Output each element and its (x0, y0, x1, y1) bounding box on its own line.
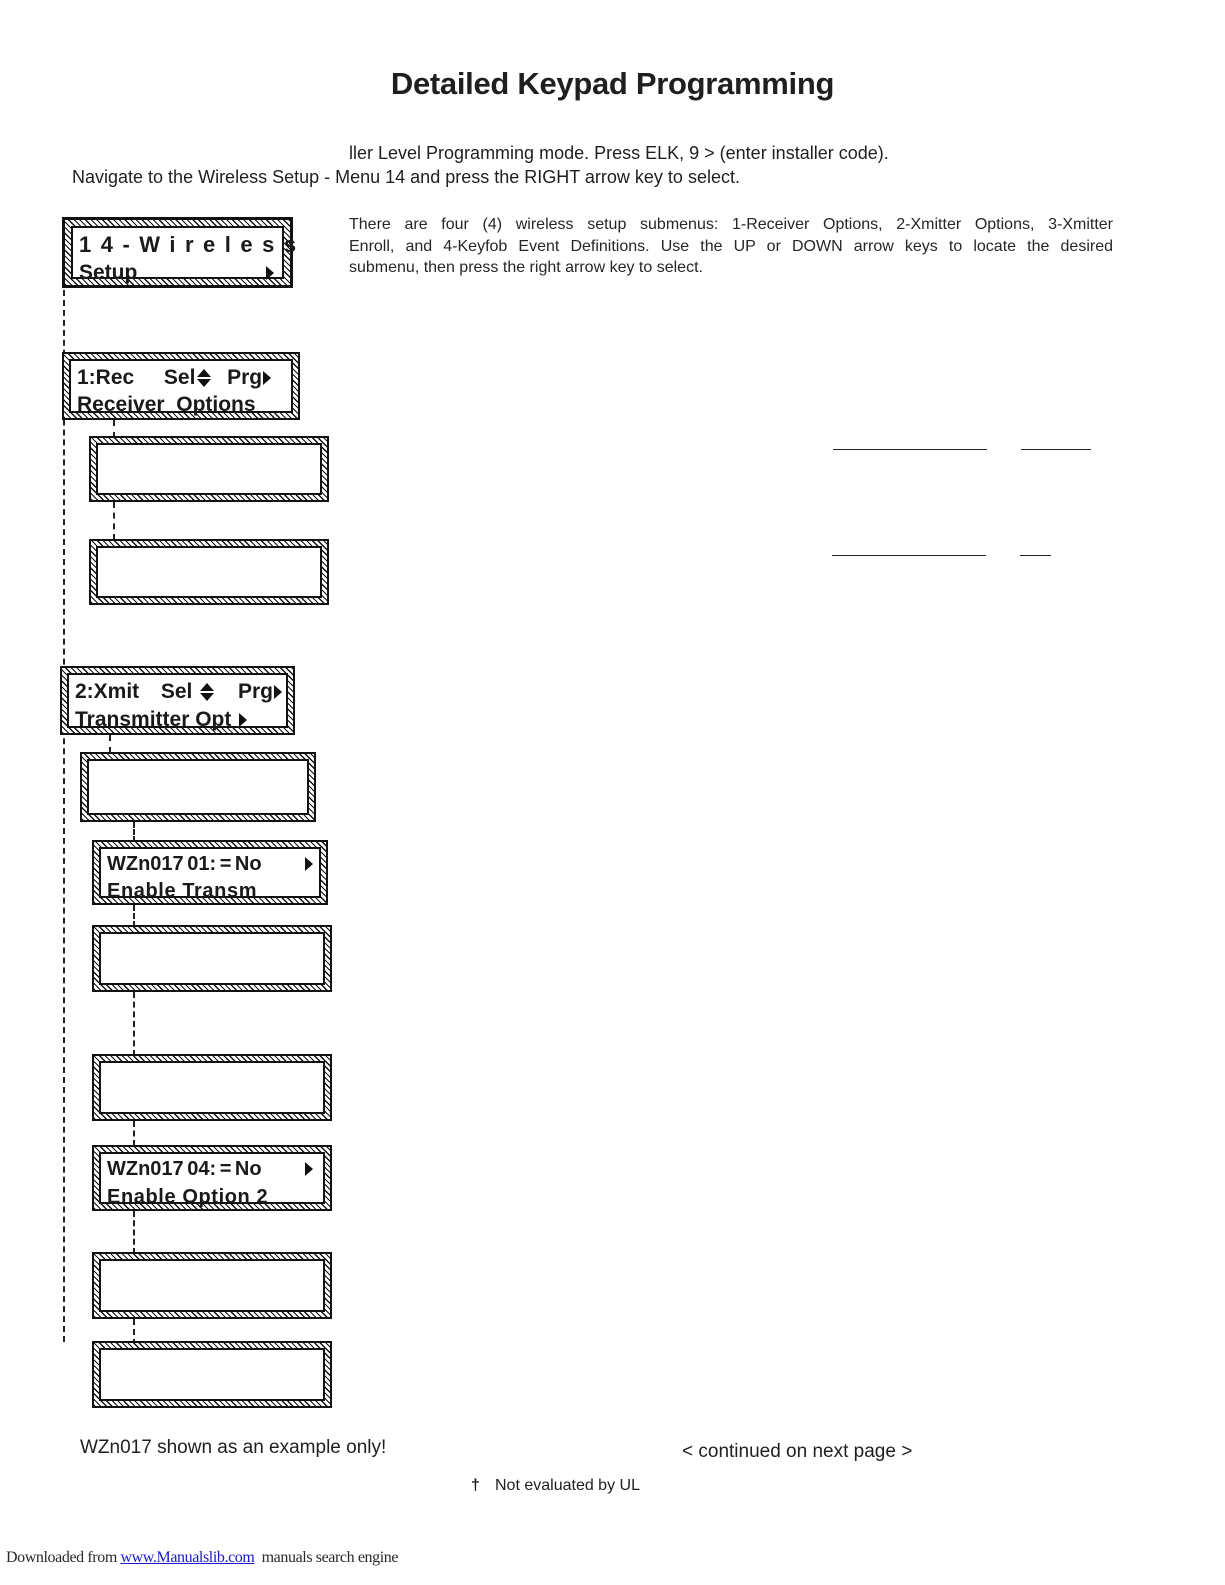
right-arrow-icon (305, 1162, 313, 1176)
fill-in-line (1020, 555, 1051, 556)
lcd-option-04 (92, 1145, 332, 1211)
lcd-receiver-line-1-prg: Prg (227, 366, 263, 389)
lcd-blank-display (92, 925, 332, 992)
download-credit-suffix: manuals search engine (254, 1549, 399, 1566)
download-credit-prefix: Downloaded from (6, 1549, 121, 1566)
lcd-receiver-options (62, 352, 300, 420)
flow-line-transmitter (133, 822, 135, 842)
lcd-option-04-line-2: Enable Option 2 (107, 1186, 269, 1208)
right-arrow-icon (263, 371, 271, 385)
ul-note: Not evaluated by UL (495, 1477, 640, 1494)
flow-line-receiver (113, 502, 115, 540)
up-down-arrow-icon (200, 682, 214, 702)
flow-line-transmitter (133, 992, 135, 1056)
flow-line-transmitter (133, 1211, 135, 1254)
lcd-receiver-line-1-menu: 1:Rec (77, 366, 135, 389)
lcd-transmitter-options (60, 666, 295, 735)
right-arrow-icon (266, 266, 274, 280)
dagger-symbol: † (471, 1477, 480, 1494)
lcd-option-01-line-2: Enable Transm (107, 880, 258, 902)
right-arrow-icon (239, 713, 247, 727)
manualslib-link[interactable]: www.Manualslib.com (120, 1549, 255, 1566)
download-credit (6, 1549, 398, 1567)
lcd-receiver-line-2: Receiver Options (77, 393, 256, 416)
example-note: WZn017 shown as an example only! (80, 1437, 387, 1458)
fill-in-line (833, 449, 987, 450)
description-line-2: Enroll, and 4-Keyfob Event Definitions. Use the UP or DOWN arrow keys to locate the desired (349, 237, 1113, 255)
intro-line-1: ller Level Programming mode. Press ELK, 9 > (enter installer code). (349, 143, 889, 163)
flow-line-transmitter (109, 735, 111, 753)
lcd-option-01 (92, 840, 328, 905)
description-line-3: submenu, then press the right arrow key to select. (349, 259, 703, 276)
lcd-transmitter-line-1-prg: Prg (237, 680, 273, 703)
lcd-transmitter-line-1-sel: Sel (160, 680, 193, 703)
description-paragraph (349, 214, 1113, 279)
lcd-transmitter-line-1-menu: 2:Xmit (75, 680, 140, 703)
lcd-blank-display (92, 1054, 332, 1121)
lcd-blank-display (89, 539, 329, 605)
lcd-receiver-line-1-sel: Sel (163, 366, 196, 389)
intro-line-2: Navigate to the Wireless Setup - Menu 14 and press the RIGHT arrow key to select. (72, 167, 740, 187)
lcd-menu-14-line-2: Setup (79, 261, 138, 284)
lcd-blank-display (89, 436, 329, 502)
lcd-option-01-line-1: WZn017 01: = No (107, 853, 262, 875)
flow-line-main (63, 290, 65, 1342)
lcd-blank-display (80, 752, 316, 822)
description-line-1: There are four (4) wireless setup submenus: 1-Receiver Options, 2-Xmitter Options, 3-Xmitter (349, 216, 1113, 233)
lcd-option-04-line-1: WZn017 04: = No (107, 1158, 262, 1180)
fill-in-line (1021, 449, 1091, 450)
lcd-menu-14 (62, 217, 306, 288)
flow-line-transmitter (133, 905, 135, 927)
right-arrow-icon (305, 857, 313, 871)
lcd-blank-display (92, 1341, 332, 1408)
continued-note: < continued on next page > (682, 1441, 913, 1462)
lcd-transmitter-line-2: Transmitter Opt (75, 708, 232, 731)
flow-line-transmitter (133, 1121, 135, 1146)
right-arrow-icon (274, 685, 282, 699)
page-title: Detailed Keypad Programming (390, 66, 835, 101)
fill-in-line (832, 555, 986, 556)
lcd-menu-14-line-1: 14-Wireless (79, 232, 306, 257)
up-down-arrow-icon (197, 368, 211, 388)
lcd-blank-display (92, 1252, 332, 1319)
